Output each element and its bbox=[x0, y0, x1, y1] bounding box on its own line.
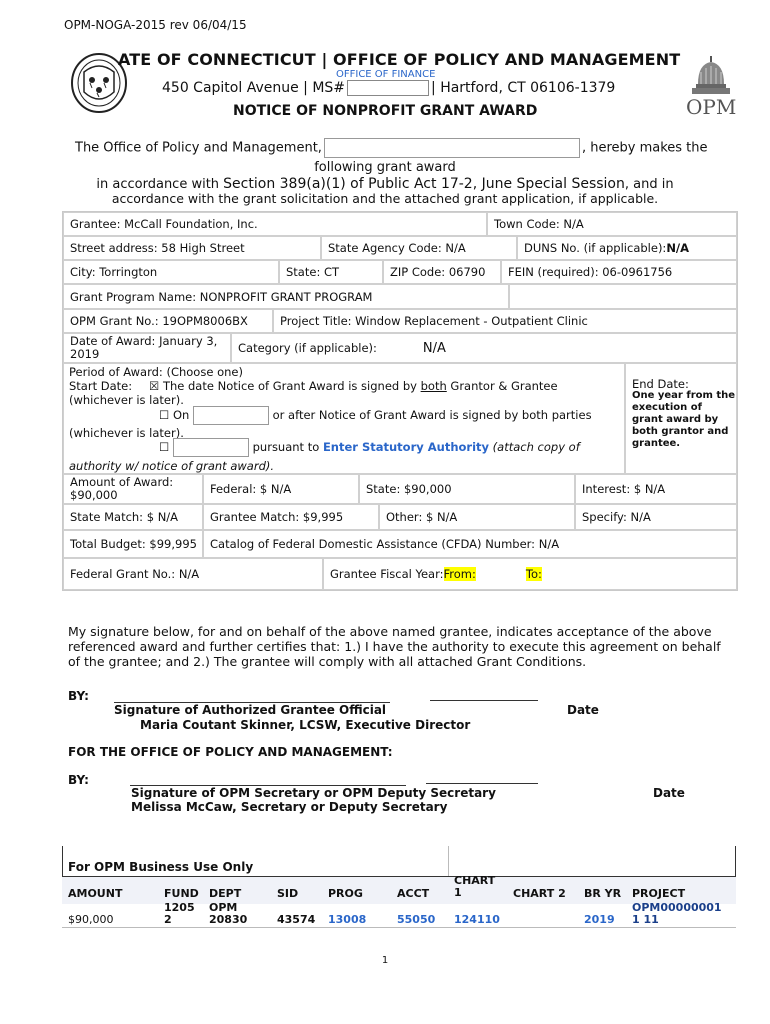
fiscal-year-to[interactable]: To: bbox=[525, 567, 542, 581]
program-blank-cell bbox=[509, 284, 737, 309]
start-rest-text: Grantor & Grantee bbox=[446, 379, 558, 393]
intro-line-1 bbox=[75, 138, 708, 158]
intro-line-2: following grant award bbox=[314, 160, 456, 175]
cell-prog: 13008 bbox=[328, 913, 367, 926]
header-fund: FUND bbox=[164, 887, 199, 900]
start-check-text: ☒ The date Notice of Grant Award is signed by bbox=[149, 379, 421, 393]
by-label-grantee: BY: bbox=[68, 689, 89, 703]
amount-label: Amount of Award: bbox=[70, 475, 174, 489]
on-rest-text: or after Notice of Grant Award is signed by both parties bbox=[272, 408, 592, 422]
whichever-later-2: (whichever is later). bbox=[69, 426, 184, 440]
cell-br-yr: 2019 bbox=[584, 913, 615, 926]
statutory-reference: Section 389(a)(1) of Public Act 17-2, June Special Session bbox=[223, 176, 625, 192]
ms-number-field[interactable] bbox=[347, 80, 429, 96]
grantee-date-label: Date bbox=[567, 703, 599, 717]
opm-date-line[interactable] bbox=[426, 783, 538, 784]
statutory-authority-link[interactable]: Enter Statutory Authority bbox=[322, 440, 490, 454]
period-label: Period of Award: (Choose one) bbox=[69, 365, 243, 379]
header-acct: ACCT bbox=[397, 887, 430, 900]
fiscal-year-label: Grantee Fiscal Year: bbox=[330, 567, 444, 581]
state-match-field: State Match: $ N/A bbox=[63, 504, 203, 530]
amount-value: $90,000 bbox=[70, 488, 118, 502]
federal-amount-field: Federal: $ N/A bbox=[203, 474, 359, 504]
state-amount-field: State: $90,000 bbox=[359, 474, 575, 504]
grant-no-field: OPM Grant No.: 19OPM8006BX bbox=[63, 309, 273, 333]
address-line bbox=[162, 80, 615, 96]
agency-name-field[interactable] bbox=[324, 138, 580, 158]
end-date-cell bbox=[625, 363, 737, 474]
start-option-signed[interactable] bbox=[149, 379, 558, 393]
project-title-field: Project Title: Window Replacement - Outpatient Clinic bbox=[273, 309, 737, 333]
acknowledgement-text: My signature below, for and on behalf of the above named grantee, indicates acceptance of the above referenced award and further certifies that: 1.) I have the authority to execute this agreement on behalf of the grantee; and 2.) The grantee will comply with all attached Grant Conditions. bbox=[68, 624, 721, 669]
federal-grant-no-field: Federal Grant No.: N/A bbox=[63, 558, 323, 590]
pursuant-text: pursuant to bbox=[252, 440, 323, 454]
intro-text-right: , hereby makes the bbox=[581, 140, 708, 156]
fein-field: FEIN (required): 06-0961756 bbox=[501, 260, 737, 284]
opm-logo-text: OPM bbox=[686, 95, 737, 119]
intro-text-left: The Office of Policy and Management, bbox=[75, 140, 322, 156]
by-label-opm: BY: bbox=[68, 773, 89, 787]
city-field: City: Torrington bbox=[63, 260, 279, 284]
opm-date-label: Date bbox=[653, 786, 685, 800]
start-option-pursuant[interactable] bbox=[159, 438, 580, 457]
zip-field: ZIP Code: 06790 bbox=[383, 260, 501, 284]
agency-code-field: State Agency Code: N/A bbox=[321, 236, 517, 260]
duns-value: N/A bbox=[666, 241, 690, 255]
pursuant-date-field[interactable] bbox=[173, 438, 249, 457]
town-code-field: Town Code: N/A bbox=[487, 212, 737, 236]
fiscal-year-field bbox=[323, 558, 737, 590]
grantee-date-line[interactable] bbox=[430, 700, 538, 701]
program-field: Grant Program Name: NONPROFIT GRANT PROGRAM bbox=[63, 284, 509, 309]
capitol-dome-icon bbox=[686, 56, 736, 96]
header-chart2: CHART 2 bbox=[513, 887, 566, 900]
form-code: OPM-NOGA-2015 rev 06/04/15 bbox=[64, 18, 247, 32]
both-text: both bbox=[420, 379, 447, 393]
attach-copy-text: (attach copy of bbox=[489, 440, 580, 454]
start-option-on[interactable] bbox=[159, 406, 592, 425]
for-opm-heading: FOR THE OFFICE OF POLICY AND MANAGEMENT: bbox=[68, 745, 393, 759]
page-number: 1 bbox=[381, 955, 389, 966]
authority-note: authority w/ notice of grant award). bbox=[69, 459, 275, 473]
header-project: PROJECT bbox=[632, 887, 686, 900]
business-use-title: For OPM Business Use Only bbox=[68, 860, 254, 874]
cell-project: OPM000000011 11 bbox=[632, 901, 722, 926]
award-date-line2: 2019 bbox=[70, 347, 100, 361]
header-dept: DEPT bbox=[209, 887, 242, 900]
biz-mid-border bbox=[448, 846, 449, 876]
cell-sid: 43574 bbox=[277, 913, 316, 926]
duns-field bbox=[517, 236, 737, 260]
biz-right-border bbox=[735, 846, 736, 876]
opm-logo bbox=[686, 56, 737, 119]
specify-field: Specify: N/A bbox=[575, 504, 737, 530]
intro-line-4: accordance with the grant solicitation and the attached grant application, if applicable. bbox=[111, 191, 659, 206]
cell-dept: OPM 20830 bbox=[209, 901, 248, 926]
cell-amount: $90,000 bbox=[68, 913, 114, 926]
biz-left-border bbox=[62, 846, 63, 876]
amount-field bbox=[63, 474, 203, 504]
address-right: | Hartford, CT 06106-1379 bbox=[431, 80, 616, 96]
header-br-yr: BR YR bbox=[584, 887, 622, 900]
page-title: ATE OF CONNECTICUT | OFFICE OF POLICY AND MANAGEMENT bbox=[118, 50, 681, 69]
header-chart1: CHART 1 bbox=[454, 874, 496, 899]
notice-title: NOTICE OF NONPROFIT GRANT AWARD bbox=[233, 103, 538, 119]
header-amount: AMOUNT bbox=[68, 887, 123, 900]
address-left: 450 Capitol Avenue | MS# bbox=[162, 80, 346, 96]
category-value: N/A bbox=[422, 340, 446, 356]
duns-label: DUNS No. (if applicable): bbox=[524, 241, 667, 255]
other-field: Other: $ N/A bbox=[379, 504, 575, 530]
office-of-finance: OFFICE OF FINANCE bbox=[336, 69, 436, 80]
intro-line-3c: , and in bbox=[624, 177, 674, 192]
start-date-label: Start Date: bbox=[69, 379, 133, 393]
award-date-field bbox=[63, 333, 231, 363]
total-budget-field: Total Budget: $99,995 bbox=[63, 530, 203, 558]
category-label: Category (if applicable): bbox=[238, 341, 377, 355]
cell-acct: 55050 bbox=[397, 913, 436, 926]
cell-chart1: 124110 bbox=[454, 913, 500, 926]
grantee-field: Grantee: McCall Foundation, Inc. bbox=[63, 212, 487, 236]
on-date-field[interactable] bbox=[193, 406, 269, 425]
cell-fund: 12052 bbox=[164, 901, 195, 926]
intro-line-3a: in accordance with bbox=[96, 177, 224, 192]
state-field: State: CT bbox=[279, 260, 383, 284]
award-date-line1: Date of Award: January 3, bbox=[70, 334, 218, 348]
grantee-signature-label: Signature of Authorized Grantee Official bbox=[114, 703, 387, 717]
opm-signature-label: Signature of OPM Secretary or OPM Deputy Secretary bbox=[131, 786, 496, 800]
street-field: Street address: 58 High Street bbox=[63, 236, 321, 260]
category-field bbox=[231, 333, 737, 363]
end-date-label: End Date: bbox=[632, 377, 689, 391]
end-date-value: One year from the execution of grant award by both grantor and grantee. bbox=[632, 390, 736, 449]
cfda-field: Catalog of Federal Domestic Assistance (CFDA) Number: N/A bbox=[203, 530, 737, 558]
header-prog: PROG bbox=[328, 887, 363, 900]
grantee-match-field: Grantee Match: $9,995 bbox=[203, 504, 379, 530]
header-sid: SID bbox=[277, 887, 299, 900]
pursuant-check: ☐ bbox=[159, 440, 170, 454]
fiscal-year-from[interactable]: From: bbox=[443, 567, 476, 581]
interest-field: Interest: $ N/A bbox=[575, 474, 737, 504]
grant-form bbox=[62, 211, 738, 591]
opm-official-name: Melissa McCaw, Secretary or Deputy Secretary bbox=[131, 800, 448, 814]
grantee-official-name: Maria Coutant Skinner, LCSW, Executive Director bbox=[140, 718, 471, 732]
intro-line-3 bbox=[0, 176, 770, 192]
whichever-later-1: (whichever is later). bbox=[69, 393, 184, 407]
on-label: ☐ On bbox=[159, 408, 190, 422]
